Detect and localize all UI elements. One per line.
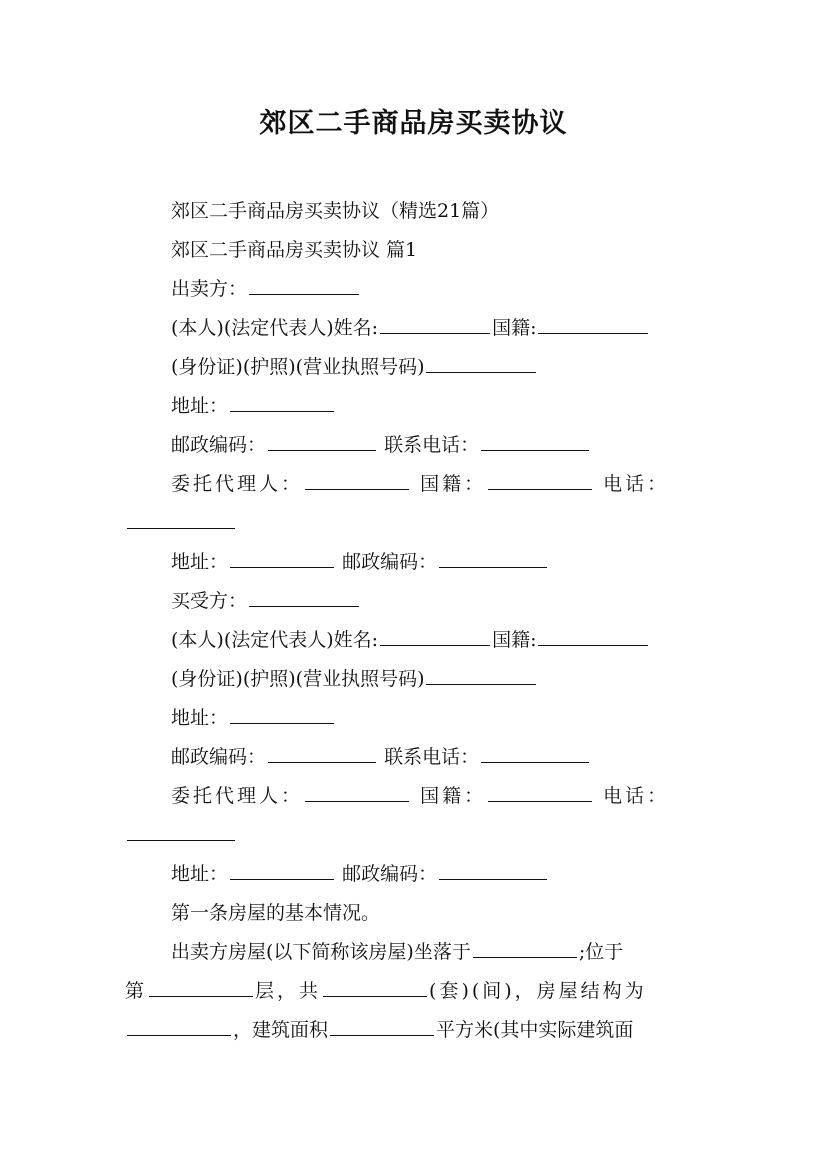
postcode-label: 邮政编码： [342, 863, 438, 885]
area-unit-text: 平方米(其中实际建筑面 [436, 1019, 634, 1041]
seller-agent-nationality-blank[interactable] [488, 469, 592, 490]
buyer-id-blank[interactable] [426, 664, 536, 685]
total-blank[interactable] [323, 976, 427, 997]
area-label: ，建筑面积 [233, 1019, 329, 1041]
location-label: 出卖方房屋(以下简称该房屋)坐落于 [171, 941, 471, 963]
article1-text: 第一条房屋的基本情况。 [171, 902, 381, 924]
article1-para-line2 [125, 976, 647, 1006]
buyer-agent-address-blank[interactable] [230, 859, 334, 880]
buyer-agent-blank[interactable] [305, 781, 409, 802]
location-blank[interactable] [473, 937, 577, 958]
agent-nationality-label: 国籍： [420, 785, 487, 807]
structure-label: (套)(间)，房屋结构为 [429, 980, 647, 1002]
contact-phone-label: 联系电话： [384, 746, 480, 768]
buyer-agent-phone-line [125, 820, 237, 850]
seller-agent-phone-line [125, 508, 237, 538]
nationality-label: 国籍: [492, 317, 537, 339]
seller-agent-address-line [171, 547, 549, 577]
buyer-postcode-line [171, 742, 591, 772]
buyer-agent-postcode-blank[interactable] [439, 859, 547, 880]
postcode-label: 邮政编码： [171, 746, 267, 768]
address-label: 地址： [171, 707, 229, 729]
structure-blank[interactable] [127, 1015, 231, 1036]
nationality-label: 国籍: [492, 629, 537, 651]
address-label: 地址： [171, 551, 229, 573]
floor-blank[interactable] [149, 976, 253, 997]
buyer-postcode-blank[interactable] [268, 742, 376, 763]
seller-postcode-line [171, 430, 591, 460]
agent-nationality-label: 国籍： [420, 473, 487, 495]
buyer-contact-phone-blank[interactable] [481, 742, 589, 763]
buyer-line [171, 586, 361, 616]
floor-prefix: ;位于 [578, 941, 624, 963]
postcode-label: 邮政编码： [342, 551, 438, 573]
seller-agent-line [171, 469, 669, 499]
section-heading-text: 郊区二手商品房买卖协议 篇1 [171, 239, 418, 261]
agent-label: 委托代理人： [171, 473, 304, 495]
seller-id-line [171, 352, 538, 382]
buyer-blank[interactable] [249, 586, 359, 607]
buyer-name-blank[interactable] [380, 625, 490, 646]
buyer-agent-nationality-blank[interactable] [488, 781, 592, 802]
seller-contact-phone-blank[interactable] [481, 430, 589, 451]
postcode-label: 邮政编码： [171, 434, 267, 456]
subtitle-text: 郊区二手商品房买卖协议（精选21篇） [171, 200, 500, 222]
name-label: (本人)(法定代表人)姓名: [171, 317, 379, 339]
area-blank[interactable] [330, 1015, 434, 1036]
contact-phone-label: 联系电话： [384, 434, 480, 456]
seller-agent-postcode-blank[interactable] [439, 547, 547, 568]
name-label: (本人)(法定代表人)姓名: [171, 629, 379, 651]
seller-name-blank[interactable] [380, 313, 490, 334]
subtitle-line [171, 196, 499, 226]
buyer-label: 买受方： [171, 590, 248, 612]
buyer-id-line [171, 664, 538, 694]
buyer-address-line [171, 703, 336, 733]
article1-para-line1 [171, 937, 623, 967]
seller-name-line [171, 313, 650, 343]
agent-label: 委托代理人： [171, 785, 304, 807]
total-label: 层，共 [255, 980, 322, 1002]
seller-id-blank[interactable] [426, 352, 536, 373]
seller-label: 出卖方： [171, 278, 248, 300]
buyer-address-blank[interactable] [230, 703, 334, 724]
agent-phone-label: 电话： [603, 473, 670, 495]
buyer-name-line [171, 625, 650, 655]
buyer-agent-phone-blank[interactable] [127, 820, 235, 841]
id-label: (身份证)(护照)(营业执照号码) [171, 356, 425, 378]
article1-heading [171, 898, 380, 928]
id-label: (身份证)(护照)(营业执照号码) [171, 668, 425, 690]
agent-phone-label: 电话： [603, 785, 670, 807]
seller-postcode-blank[interactable] [268, 430, 376, 451]
seller-line [171, 274, 361, 304]
floor-label: 第 [125, 980, 148, 1002]
seller-agent-address-blank[interactable] [230, 547, 334, 568]
document-title: 郊区二手商品房买卖协议 [259, 108, 568, 139]
seller-agent-blank[interactable] [305, 469, 409, 490]
buyer-agent-line [171, 781, 669, 811]
buyer-agent-address-line [171, 859, 549, 889]
buyer-nationality-blank[interactable] [538, 625, 648, 646]
address-label: 地址： [171, 395, 229, 417]
article1-para-line3 [125, 1015, 633, 1045]
seller-blank[interactable] [249, 274, 359, 295]
seller-nationality-blank[interactable] [538, 313, 648, 334]
seller-address-blank[interactable] [230, 391, 334, 412]
seller-address-line [171, 391, 336, 421]
seller-agent-phone-blank[interactable] [127, 508, 235, 529]
address-label: 地址： [171, 863, 229, 885]
section-heading [171, 235, 417, 265]
